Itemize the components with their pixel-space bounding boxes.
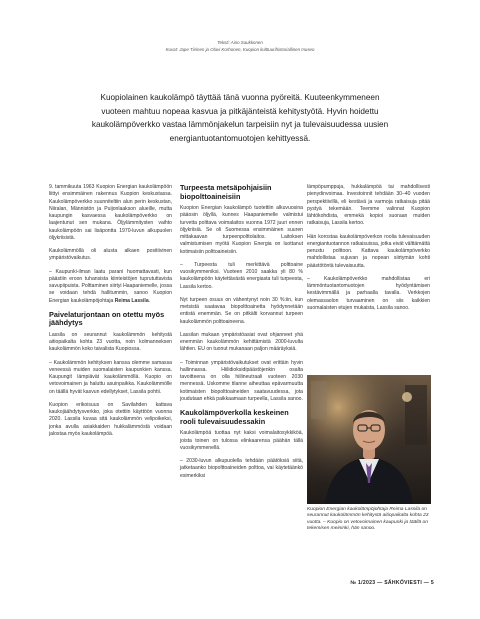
paragraph: Kaukolämpöä tuottaa nyt kaksi voimalaitosykkiköä, joista toinen on tulossa elinkaarensa päähän tällä vuosikymmenellä. [180,430,303,451]
credits [0,40,480,53]
paragraph: Kuopion Energian kaukolämpö tuotettiin alkuvuosina pääosin öljyllä, kunnes Haapaniemelle valmistui turvetta polttava voimalaitos vuonna 1972 juuri ennen öljykriisiä. Se oli Suomessa ensimmäinen suuren mittakaavan turpeenpolttolaitos. Laitoksen valmistumisen myötä Kuopion Energia on luottanut kotimaisiin polttoaineisiin. [180,205,303,255]
paragraph: – Turpeesta tuli merkittävä polttoaine vuosikymmeniksi. Vuoteen 2010 saakka yli 80 % kaukolämpöön käytettävästä energiasta tuli turpeesta, Lassila kertoo. [180,261,303,290]
portrait-illustration [307,375,431,504]
paragraph: 9. tammikuuta 1963 Kuopion Energian kaukolämpöön liittyi ensimmäinen rakennus Kuopion keskustassa. Kaukolämpöverkko suunniteltiin alun perin keskustan, Niiralan, Männistön ja Puijonlaakson alueille, mutta kaupungin kasvaessa kaukolämpöverkko on laajentunut sen mukana. Öljylämmitysten vaihto kaukolämpöön sai lisäpontta 1970-luvun alkupuolen öljykriisistä. [49,184,172,241]
credits-photo-line: Kuvat: Jape Tiirinen ja Olavi Korhonen, Kuopion kulttuurihistoriallinen museo [165,46,315,52]
paragraph: Kaukolämmöllä oli alusta alkaen positiivinen ympäristövaikutus. [49,248,172,262]
photo-caption: Kuopion Energian kaukolämpöjohtaja Reima Lassila on seurannut kaukolämmön kehitystä aitiopaikalta kohta 23 vuotta. – Kuopio on vetovoimainen kaupunki ja täällä on tekemisen meininki, hän sanoo. [307,507,429,531]
person-name: Reima Lassila [114,297,149,304]
article-column-3 [307,184,430,318]
paragraph: – Kaukolämmön kehityksen kanssa olemme samassa veneessä muiden suomalaisten kaupunkien kanssa. Kaupungit lämpiävät kaukolämmöllä. Kuopio on vetovoimainen ja haluttu asuinpaikka. Kaukolämmölle on täällä hyvät kasvun edellytykset, Lassila pohtii. [49,359,172,395]
credits-text-line: Teksti: Aino Saukkonen [217,40,263,45]
paragraph-text: – Kaupunki-ilman laatu parani huomattavasti, kun päästiin eroon tuhansista kiinteistöjen tuprututtavista savupiipuista. Polttaminen siirtyi Haapaniemelle, jossa se voidaan tehdä hallitummin, sanoo Kuopion Energian kaukolämpöjohtaja [49,268,172,304]
paragraph: – Toiminnan ympäristövaikutukset ovat erittäin hyvin hallinnassa. Hiilidioksidipäästöjenkin osalta tavoitteena on olla hiilineutraali vuoteen 2030 mennessä. Uskomme tilanne aiheuttaa epävarmuutta kotimaisten biopolttoaineiden saatavuudessa, jota joudutaan ehkä paikkaamaan turpeella, Lassila sanoo. [180,359,303,402]
subheading: Kaukolämpöverkolla keskeinen rooli tulevaisuudessakin [180,408,289,426]
paragraph [49,269,172,305]
paragraph: Lassila on seurannut kaukolämmön kehitystä aitiopaikalta kohta 23 vuotta, noin kolmanneksen kaukolämmön koko taivalista Kuopiossa. [49,331,172,353]
page-footer: № 1/2023 — SÄHKÖVIESTI — 5 [350,580,434,586]
paragraph: Hän korostaa kaukolämpöverkon roolia tulevaisuuden energiantuotannon ratkaisuissa, jotka eivät välttämättä perustu polttoon. Kattava kaukolämpöverkko mahdollistaa sujuvan ja nopean siirtymän kohti päästötöntä tulevaisuutta. [307,233,430,269]
paragraph-end: . [148,297,151,304]
subheading: Turpeesta metsäpohjaisiin biopolttoaineisiin [180,183,272,201]
article-column-1 [49,184,172,444]
subheading: Paivelaturjontaan on otettu myös jäähdytys [49,309,165,328]
paragraph: – Kaukolämpöverkko mahdollistaa eri lämmöntuotantomuotojen hyödyntämisen kestävimmällä ja parhaalla tavalla. Verkkojen olemassaolon turvaaminen on siis kaikkien suomalaisten etujen mukaista, Lassila sanoo. [307,275,430,311]
portrait-photo [307,375,431,504]
paragraph: Nyt turpeen osuus on vähentynyt noin 30 %:iin, kun metsistä saatavaa biopolttoainetta hyödynnetään entistä enemmän. Se on pitkälti korvannut turpeen kaukolämmön polttoaineena. [180,296,303,325]
paragraph: – 2030-luvun alkupuolella tehdään päätöksiä siitä, jatketaanko biopolttoaineiden polttoa, vai käytetäänkö esimerkiksi [180,458,303,479]
paragraph: Lassilan mukaan ympäristöasiat ovat ohjanneet yhä enemmän kaukolämmön kehittämistä 2000-luvulta lähtien. EU on tuonut mukanaan paljon määräyksiä. [180,331,303,353]
article-column-2 [180,184,303,486]
lead-paragraph: Kuopiolainen kaukolämpö täyttää tänä vuonna pyöreitä. Kuuteenkymmeneen vuoteen mahtuu nopeaa kasvua ja pitkäjänteistä kehitystyötä. Hyvin hoidettu kaukolämpöverkko vastaa lämmönjakelun tarpeisiin nyt ja tulevaisuudessa uusien energiantuotantomuotojen kehittyessä. [91,93,389,143]
paragraph: lämpöpumppuja, hukkalämpöä tai mahdollisesti pienydinvoimaa. Investoinnit tehdään 30–40 vuoden perspektiivillä, eli kestävä ja varmoja ratkaisuja pitää pystyä tekemään. Teemme valinnat Kuopion lähtökohdista, emmekä kopioi suoraan muiden ratkaisuja, Lassila kertoo. [307,184,430,227]
paragraph: Kuopion erikoisuus on Savilahden kattava kaukojäähdytysverkko, joka otettiin käyttöön vuonna 2020. Lassila kuvaa sitä kaukolämmön velipoikeksi, jonka avulla asiakkaiden hukkalämmöstä voidaan jalostaa myös kaukolämpöä. [49,401,172,437]
